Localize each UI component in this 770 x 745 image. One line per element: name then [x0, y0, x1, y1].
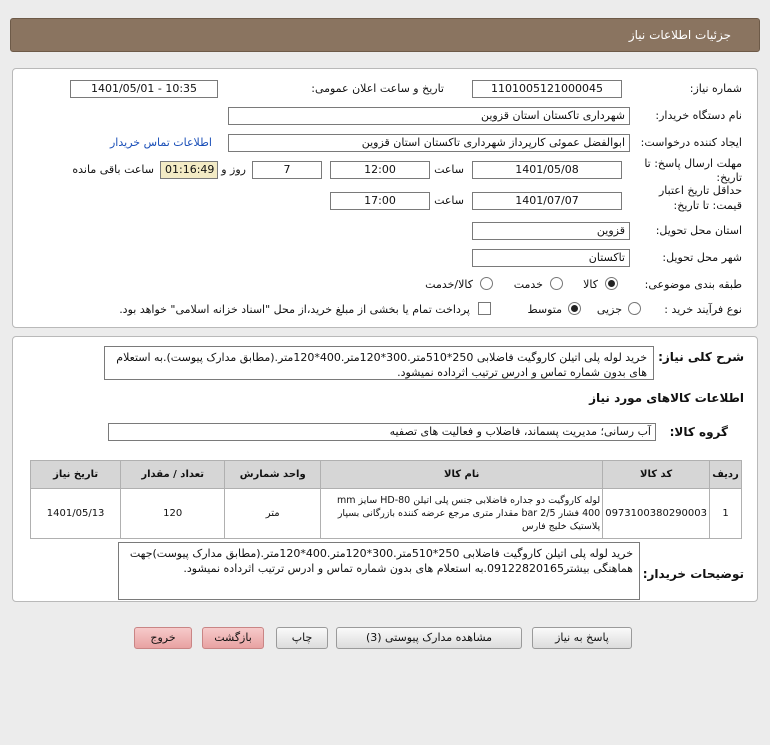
category-radio-goods[interactable] — [605, 277, 618, 290]
remaining-label: ساعت باقی مانده — [72, 163, 154, 176]
cell-unit: متر — [225, 489, 321, 539]
goods-group-field: آب رسانی؛ مدیریت پسماند، فاضلاب و فعالیت های تصفیه — [108, 423, 656, 441]
remaining-time-field: 01:16:49 — [160, 161, 218, 179]
creator-label: ایجاد کننده درخواست: — [640, 136, 742, 149]
category-option-service: خدمت — [513, 278, 543, 291]
goods-table — [30, 460, 742, 539]
col-row: ردیف — [710, 461, 742, 489]
city-field: تاکستان — [472, 249, 630, 267]
cell-date: 1401/05/13 — [31, 489, 121, 539]
col-date: تاریخ نیاز — [31, 461, 121, 489]
province-field: قزوین — [472, 222, 630, 240]
deadline-date-field: 1401/05/08 — [472, 161, 622, 179]
reply-button[interactable]: پاسخ به نیاز — [532, 627, 632, 649]
col-name: نام کالا — [321, 461, 603, 489]
deadline-time-label: ساعت — [434, 163, 464, 176]
buyer-org-field: شهرداری تاکستان استان قزوین — [228, 107, 630, 125]
col-code: کد کالا — [603, 461, 710, 489]
cell-qty: 120 — [121, 489, 225, 539]
cell-name: لوله کاروگیت دو جداره فاضلابی جنس پلی اتیلن HD-80 سایز mm 400 فشار bar 2/5 مقدار متری مرجع عرضه کننده بازرگانی بسپار پلاستیک خلیج فارس — [321, 489, 603, 539]
validity-time-field: 17:00 — [330, 192, 430, 210]
process-option-minor: جزیی — [596, 303, 622, 316]
cell-code: 0973100380290003 — [603, 489, 710, 539]
page-title-bar — [10, 18, 760, 52]
days-field: 7 — [252, 161, 322, 179]
validity-label-1: حداقل تاریخ اعتبار — [658, 184, 742, 197]
cell-row: 1 — [710, 489, 742, 539]
category-option-goods-service: کالا/خدمت — [425, 278, 473, 291]
process-radio-medium[interactable] — [568, 302, 581, 315]
city-label: شهر محل تحویل: — [662, 251, 742, 264]
buyer-notes-box: خرید لوله پلی اتیلن کاروگیت فاضلابی 250*510متر.300*120متر.400*120متر.(مطابق مدارک پیوست)جهت هماهنگی بیشتر09122820165.به استعلام های بدون شماره تماس و ادرس ترتیب اثرداده نمیشود. — [118, 542, 640, 600]
table-row[interactable] — [31, 489, 742, 539]
category-label: طبقه بندی موضوعی: — [644, 278, 742, 291]
creator-field: ابوالفضل عموئی کارپرداز شهرداری تاکستان استان قزوین — [228, 134, 630, 152]
exit-button[interactable]: خروج — [134, 627, 192, 649]
goods-group-label: گروه کالا: — [669, 425, 728, 439]
buyer-org-label: نام دستگاه خریدار: — [655, 109, 742, 122]
need-number-label: شماره نیاز: — [689, 82, 742, 95]
process-option-medium: متوسط — [527, 303, 562, 316]
process-radio-minor[interactable] — [628, 302, 641, 315]
col-qty: تعداد / مقدار — [121, 461, 225, 489]
goods-section-title: اطلاعات کالاهای مورد نیاز — [589, 391, 744, 405]
treasury-checkbox[interactable] — [478, 302, 491, 315]
buyer-notes-label: توضیحات خریدار: — [642, 567, 744, 581]
validity-time-label: ساعت — [434, 194, 464, 207]
category-option-goods: کالا — [583, 278, 598, 291]
goods-table-header — [31, 461, 742, 489]
days-label: روز و — [221, 163, 246, 176]
announce-field: 1401/05/01 - 10:35 — [70, 80, 218, 98]
attachments-button[interactable]: مشاهده مدارک پیوستی (3) — [336, 627, 522, 649]
treasury-text: پرداخت تمام یا بخشی از مبلغ خرید،از محل "اسناد خزانه اسلامی" خواهد بود. — [119, 303, 470, 316]
deadline-time-field: 12:00 — [330, 161, 430, 179]
buyer-contact-link[interactable]: اطلاعات تماس خریدار — [110, 136, 212, 149]
validity-label-2: قیمت: تا تاریخ: — [673, 199, 742, 212]
province-label: استان محل تحویل: — [655, 224, 742, 237]
back-button[interactable]: بازگشت — [202, 627, 264, 649]
announce-label: تاریخ و ساعت اعلان عمومی: — [311, 82, 444, 95]
description-label: شرح کلی نیاز: — [658, 350, 744, 364]
category-radio-service[interactable] — [550, 277, 563, 290]
validity-date-field: 1401/07/07 — [472, 192, 622, 210]
process-label: نوع فرآیند خرید : — [664, 303, 742, 316]
deadline-label: مهلت ارسال پاسخ: تا تاریخ: — [644, 157, 742, 184]
col-unit: واحد شمارش — [225, 461, 321, 489]
need-number-field: 1101005121000045 — [472, 80, 622, 98]
page-title: جزئیات اطلاعات نیاز — [628, 28, 731, 42]
description-box: خرید لوله پلی اتیلن کاروگیت فاضلابی 250*510متر.300*120متر.400*120متر.(مطابق مدارک پیوست).به استعلام های بدون شماره تماس و ادرس ترتیب اثرداده نمیشود. — [104, 346, 654, 380]
print-button[interactable]: چاپ — [276, 627, 328, 649]
category-radio-goods-service[interactable] — [480, 277, 493, 290]
